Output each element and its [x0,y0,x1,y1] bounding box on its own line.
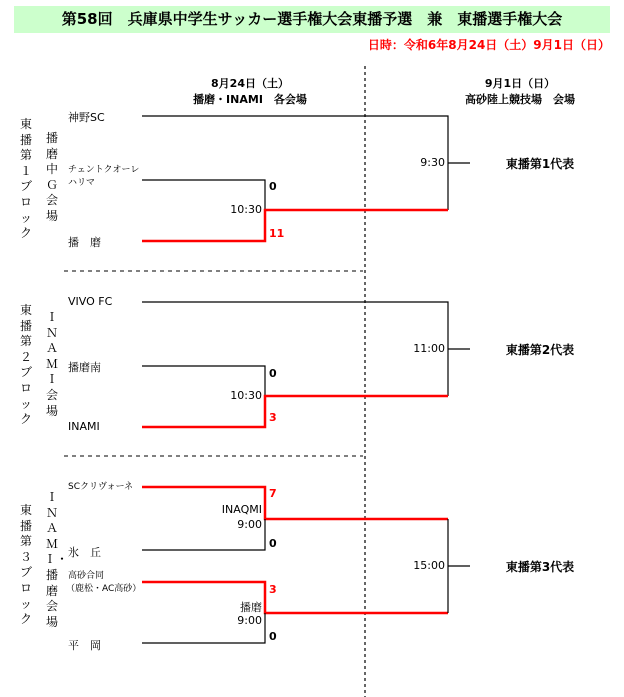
b2-winner-line [142,396,448,427]
b3-match2-score-2: 0 [269,630,277,643]
team-harima-minami: 播磨南 [68,361,101,374]
b3-match2-venue: 播磨 [240,601,262,614]
block1-label: 東播第１ブロック [19,117,32,241]
b3-match1-score-1: 7 [269,487,277,500]
day1-date: 8月24日（土） [211,77,289,90]
b1-score-2: 11 [269,227,285,240]
b3-match1-time: 9:00 [237,518,262,531]
b2-match-time: 10:30 [230,389,262,402]
team-hiokа: 氷 丘 [68,546,101,559]
b1-score-1: 0 [269,180,277,193]
b3-match2-time: 9:00 [237,614,262,627]
day2-date: 9月1日（日） [484,77,556,90]
day1-venue: 播磨・INAMI 各会場 [193,93,307,106]
team-kanno-sc: 神野SC [68,111,105,124]
b3-match2-winner-line [142,582,448,613]
b3-match1-winner-line [142,487,448,519]
b1-final-time: 9:30 [420,156,445,169]
b2-final-time: 11:00 [413,342,445,355]
b2-winner-label: 東播第2代表 [505,343,575,357]
block3-venue: ＩＮＡＭＩ・播磨会場 [44,490,69,629]
block2-label: 東播第２ブロック [19,303,32,427]
b2-score-2: 3 [269,411,277,424]
team-cento-cuore-harima: チェントクオーレハリマ [68,165,140,188]
page-title: 第58回 兵庫県中学生サッカー選手権大会東播予選 兼 東播選手権大会 [14,6,610,33]
b3-match1-score-2: 0 [269,537,277,550]
team-vivo-fc: VIVO FC [68,295,113,308]
b3-match1-venue: INAQMI [221,503,262,516]
team-takasago-joint: 高砂合同 [68,571,105,581]
team-sc-crivone: SCクリヴォーネ [68,482,134,492]
b3-final-time: 15:00 [413,559,445,572]
date-line: 日時：令和6年8月24日（土）9月1日（日） [367,38,610,52]
team-harima: 播 磨 [68,236,101,249]
block2-venue: ＩＮＡＭＩ会場 [45,310,58,418]
block3-label: 東播第３ブロック [19,503,32,627]
team-takasago-joint-members: （鹿松・AC高砂） [66,584,142,594]
b1-winner-label: 東播第1代表 [505,157,575,171]
block1-venue: 播磨中Ｇ会場 [45,131,58,223]
b1-match-time: 10:30 [230,203,262,216]
day2-venue: 高砂陸上競技場 会場 [465,93,575,106]
b1-winner-line [142,210,448,241]
team-inami: INAMI [68,420,100,433]
b3-match2-score-1: 3 [269,583,277,596]
b3-winner-label: 東播第3代表 [505,560,575,574]
b2-score-1: 0 [269,367,277,380]
team-hiraoka: 平 岡 [68,639,101,652]
